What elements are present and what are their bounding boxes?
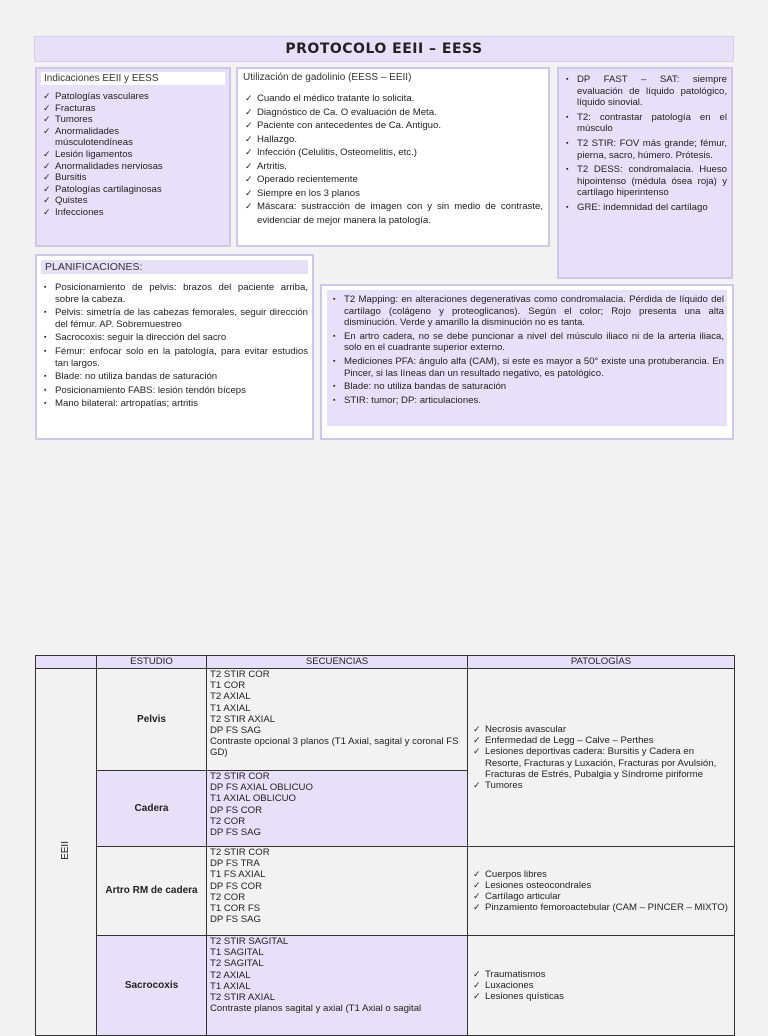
list-item: ✓ Lesiones quísticas [471, 991, 731, 1002]
sequence-line: T1 AXIAL [210, 702, 251, 714]
sequence-line: T1 COR FS [210, 903, 261, 915]
list-item: ✓ Infecciones [41, 207, 225, 219]
list-item: ✓ Bursitis [41, 172, 225, 184]
sequence-line: Contraste opcional 3 planos (T1 Axial, sagital y coronal FS GD) [210, 736, 459, 759]
list-item: ✓ Tumores [41, 114, 225, 126]
list-item: ✓ Máscara: sustracción de imagen con y sin medio de contraste, evidenciar de mejor manera la patología. [243, 200, 543, 227]
sequence-line: T2 STIR SAGITAL [210, 936, 289, 947]
sequence-line: Contraste planos sagital y axial (T1 Axial o sagital [210, 1003, 422, 1015]
planificaciones-heading: PLANIFICACIONES: [41, 260, 308, 274]
list-item: ▪ T2: contrastar patología en el músculo [563, 112, 727, 135]
sequence-line: T2 STIR AXIAL [210, 992, 276, 1004]
list-item: ▪ T2 DESS: condromalacia. Hueso hipointenso (médula ósea roja) y cartílago hiperintenso [563, 164, 727, 199]
pathology-list [471, 869, 731, 914]
area-label: EEII [60, 840, 72, 860]
list-item: ✓ Hallazgo. [243, 133, 543, 147]
gadolinio-list [243, 92, 543, 227]
sequence-line: T2 STIR COR [210, 669, 270, 680]
planificaciones-box [35, 254, 314, 440]
list-item: ✓ Enfermedad de Legg – Calve – Perthes [471, 735, 731, 746]
sequence-line: DP FS SAG [210, 827, 262, 839]
protocol-table [35, 655, 735, 1036]
sequence-cell [207, 669, 468, 771]
header-secuencias: SECUENCIAS [207, 656, 468, 669]
list-item: ▪ Sacrocoxis: seguir la dirección del sacro [41, 332, 308, 344]
sequence-line: T2 COR [210, 891, 246, 903]
sequence-line: DP FS SAG [210, 914, 262, 926]
study-cell: Sacrocoxis [97, 936, 207, 1036]
list-item: ▪ Posicionamiento FABS: lesión tendón bíceps [41, 385, 308, 397]
title-banner [34, 36, 734, 62]
table-row [36, 669, 735, 771]
list-item: ▪ STIR: tumor; DP: articulaciones. [330, 395, 724, 407]
list-item: ✓ Lesión ligamentos [41, 149, 225, 161]
sequence-cell [207, 847, 468, 936]
pathology-cell [468, 936, 735, 1036]
header-patologias: PATOLOGÍAS [468, 656, 735, 669]
pathology-cell [468, 847, 735, 936]
sequence-line: DP FS AXIAL OBLICUO [210, 782, 313, 794]
list-item: ▪ Blade: no utiliza bandas de saturación [41, 371, 308, 383]
list-item: ▪ Pelvis: simetría de las cabezas femorales, seguir dirección del fémur. AP. Sobremuestreo [41, 307, 308, 330]
header-estudio: ESTUDIO [97, 656, 207, 669]
sequence-line: T2 SAGITAL [210, 958, 264, 970]
sequence-line: T2 COR [210, 815, 246, 827]
list-item: ▪ Mano bilateral: artropatías; artritis [41, 398, 308, 410]
indicaciones-list [41, 91, 225, 219]
indicaciones-heading: Indicaciones EEII y EESS [41, 72, 225, 85]
list-item: ✓ Operado recientemente [243, 173, 543, 187]
list-item: ▪ Fémur: enfocar solo en la patología, para evitar estudios tan largos. [41, 346, 308, 369]
sequence-line: T2 STIR COR [210, 847, 270, 858]
sequence-line: T2 STIR AXIAL [210, 713, 276, 725]
planificaciones-list [41, 282, 308, 410]
pathology-cell [468, 669, 735, 847]
gadolinio-heading: Utilización de gadolinio (EESS – EEII) [243, 72, 412, 83]
secuencias-notes-box [557, 67, 733, 279]
list-item: ▪ En artro cadera, no se debe puncionar a nivel del músculo iliaco ni de la arteria iliaca, solo en el cuadrante superior externo. [330, 331, 724, 354]
list-item: ▪ GRE: indemnidad del cartílago [563, 202, 727, 214]
list-item: ✓ Lesiones deportivas cadera: Bursitis y Cadera en Resorte, Fracturas y Luxación, Fracturas por Avulsión, Fracturas de Estrés, Pubalgia y Síndrome piriforme [471, 746, 731, 780]
list-item: ✓ Fracturas [41, 103, 225, 115]
sequence-line: T1 AXIAL [210, 980, 251, 992]
list-item: ▪ T2 Mapping: en alteraciones degenerativas como condromalacia. Pérdida de líquido del cartílago (colágeno y proteoglicanos). Según el color; Rojo presenta una alta disminución. Verde y amarillo la disminución no es tanta. [330, 294, 724, 329]
list-item: ✓ Cuerpos libres [471, 869, 731, 880]
list-item: ✓ Lesiones osteocondrales [471, 880, 731, 891]
notas-list [330, 294, 724, 406]
page-title: PROTOCOLO EEII – EESS [285, 41, 483, 57]
list-item: ▪ Blade: no utiliza bandas de saturación [330, 381, 724, 393]
list-item: ✓ Patologías vasculares [41, 91, 225, 103]
list-item: ✓ Diagnóstico de Ca. O evaluación de Meta. [243, 106, 543, 120]
sequence-cell [207, 771, 468, 847]
study-cell: Pelvis [97, 669, 207, 771]
list-item: ▪ DP FAST – SAT: siempre evaluación de líquido patológico, líquido sinovial. [563, 74, 727, 109]
notas-box [320, 284, 734, 440]
table-row [36, 936, 735, 1036]
area-cell [36, 669, 97, 1036]
list-item: ✓ Luxaciones [471, 980, 731, 991]
list-item: ✓ Anormalidades nerviosas [41, 161, 225, 173]
list-item: ✓ Anormalidades músculotendíneas [41, 126, 175, 149]
list-item: ▪ Mediciones PFA: ángulo alfa (CAM), si este es mayor a 50° existe una protuberancia. En Pincer, si las líneas dan un resultado negativo, es patológico. [330, 356, 724, 379]
sequence-line: DP FS COR [210, 804, 263, 816]
list-item: ✓ Necrosis avascular [471, 724, 731, 735]
study-cell: Cadera [97, 771, 207, 847]
sequence-line: T2 AXIAL [210, 691, 251, 703]
list-item: ✓ Tumores [471, 780, 731, 791]
list-item: ▪ T2 STIR: FOV más grande; fémur, pierna, sacro, húmero. Prótesis. [563, 138, 727, 161]
list-item: ✓ Patologías cartilaginosas [41, 184, 225, 196]
sequence-line: DP FS SAG [210, 725, 262, 737]
list-item: ✓ Cartílago articular [471, 891, 731, 902]
list-item: ✓ Pinzamiento femoroactebular (CAM – PINCER – MIXTO) [471, 902, 731, 913]
list-item: ▪ Posicionamiento de pelvis: brazos del paciente arriba, sobre la cabeza. [41, 282, 308, 305]
sequence-line: T1 COR [210, 680, 246, 692]
sequence-line: T2 STIR COR [210, 771, 270, 782]
list-item: ✓ Siempre en los 3 planos [243, 187, 543, 201]
list-item: ✓ Infección (Celulitis, Osteomelitis, etc.) [243, 146, 543, 160]
sequence-line: T1 FS AXIAL [210, 869, 266, 881]
sequence-line: T2 AXIAL [210, 969, 251, 981]
indicaciones-box [35, 67, 231, 247]
header-area [36, 656, 97, 669]
sequence-cell [207, 936, 468, 1036]
sequence-line: T1 AXIAL OBLICUO [210, 793, 297, 805]
table-header-row [36, 656, 735, 669]
list-item: ✓ Traumatismos [471, 969, 731, 980]
list-item: ✓ Artritis. [243, 160, 543, 174]
notas-inner [327, 290, 727, 426]
list-item: ✓ Paciente con antecedentes de Ca. Antiguo. [243, 119, 543, 133]
list-item: ✓ Cuando el médico tratante lo solicita. [243, 92, 543, 106]
study-cell: Artro RM de cadera [97, 847, 207, 936]
sequence-line: T1 SAGITAL [210, 947, 264, 959]
table-row [36, 847, 735, 936]
gadolinio-box [236, 67, 550, 247]
secuencias-notes-list [563, 74, 727, 214]
sequence-line: DP FS COR [210, 880, 263, 892]
sequence-line: DP FS TRA [210, 858, 260, 870]
pathology-list [471, 724, 731, 791]
list-item: ✓ Quistes [41, 195, 225, 207]
pathology-list [471, 969, 731, 1003]
